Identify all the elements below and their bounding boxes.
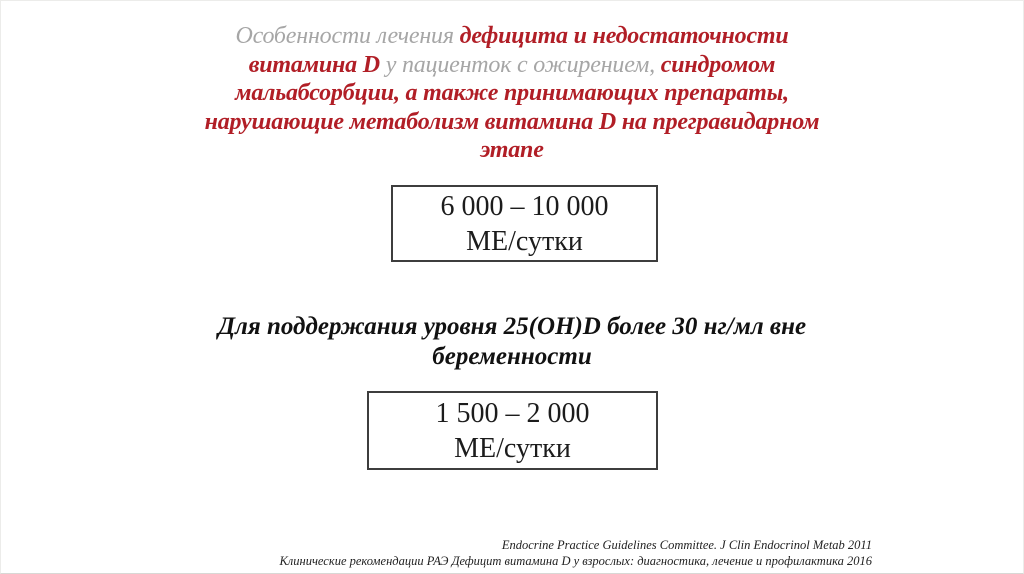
maintenance-note-line: Для поддержания уровня 25(OH)D более 30 нг/мл вне xyxy=(217,313,807,340)
title-segment: витамина D xyxy=(248,51,386,78)
title-segment: синдромом xyxy=(660,51,776,78)
title-segment: дефицита и недостаточности xyxy=(459,23,789,49)
dose-unit: МЕ/сутки xyxy=(466,225,583,257)
title-segment: Особенности лечения xyxy=(235,23,460,49)
slide-title xyxy=(1,22,1023,165)
citation-rae: Клинические рекомендации РАЭ Дефицит витамина D у взрослых: диагностика, лечение и профилактика 2016 xyxy=(279,553,872,568)
title-segment: у пациенток с ожирением, xyxy=(385,51,661,78)
dose-range: 6 000 – 10 000 xyxy=(440,190,609,222)
title-line xyxy=(1,136,1023,165)
dose-range: 1 500 – 2 000 xyxy=(435,397,590,429)
title-segment: этапе xyxy=(480,137,544,163)
maintenance-note xyxy=(1,312,1023,372)
title-segment: мальабсорбции, а также принимающих препараты, xyxy=(235,80,789,106)
title-line xyxy=(1,108,1023,137)
maintenance-note-line: беременности xyxy=(432,343,592,370)
title-line xyxy=(1,79,1023,108)
title-segment: нарушающие метаболизм витамина D на прегравидарном xyxy=(204,108,820,135)
dose-unit: МЕ/сутки xyxy=(454,432,571,464)
citation-endocrine: Endocrine Practice Guidelines Committee. J Clin Endocrinol Metab 2011 xyxy=(501,538,872,552)
title-line xyxy=(1,22,1023,51)
citations xyxy=(280,538,873,569)
dose-box-treatment xyxy=(391,185,658,262)
title-line xyxy=(1,51,1023,80)
dose-box-maintenance xyxy=(367,391,658,470)
